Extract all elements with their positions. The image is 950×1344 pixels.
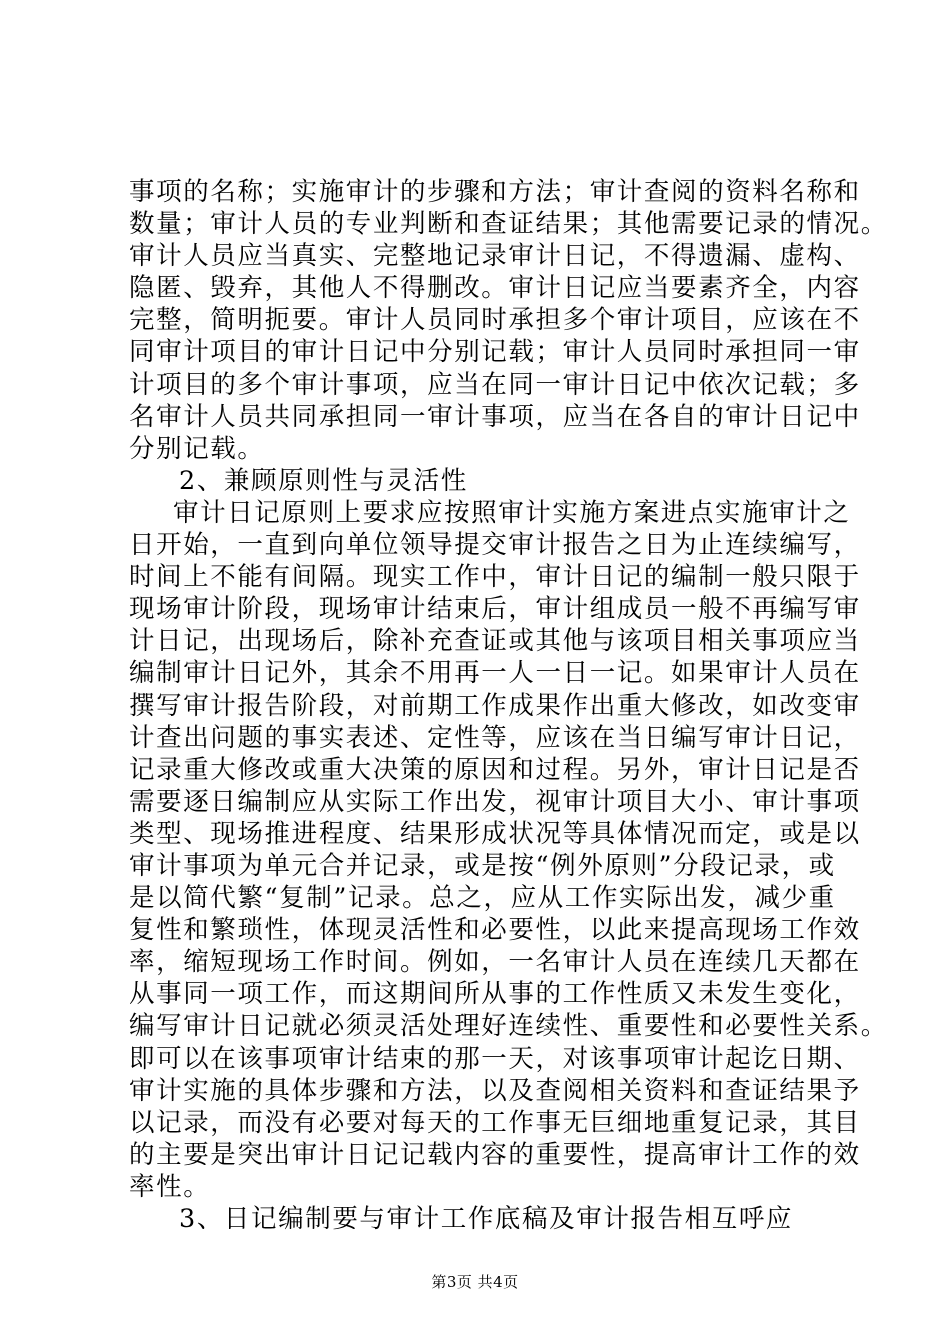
text-line: 事项的名称；实施审计的步骤和方法；审计查阅的资料名称和	[129, 177, 861, 207]
text-line: 时间上不能有间隔。现实工作中，审计日记的编制一般只限于	[129, 562, 861, 593]
text-line: 完整，简明扼要。审计人员同时承担多个审计项目，应该在不	[129, 305, 861, 336]
text-line: 从事同一项工作，而这期间所从事的工作性质又未发生变化，	[129, 979, 861, 1010]
text-line: 计日记，出现场后，除补充查证或其他与该项目相关事项应当	[129, 626, 861, 657]
section-heading: 3、日记编制要与审计工作底稿及审计报告相互呼应	[179, 1204, 794, 1234]
text-line: 审计人员应当真实、完整地记录审计日记，不得遗漏、虚构、	[129, 241, 861, 272]
text-line: 需要逐日编制应从实际工作出发，视审计项目大小、审计事项	[129, 786, 861, 817]
text-line: 数量；审计人员的专业判断和查证结果；其他需要记录的情况。	[129, 209, 888, 240]
text-line: 类型、现场推进程度、结果形成状况等具体情况而定，或是以	[129, 818, 861, 849]
document-body	[129, 176, 888, 1235]
text-line: 即可以在该事项审计结束的那一天，对该事项审计起讫日期、	[129, 1043, 861, 1074]
text-line: 审计实施的具体步骤和方法，以及查阅相关资料和查证结果予	[129, 1075, 861, 1106]
text-line: 率，缩短现场工作时间。例如，一名审计人员在连续几天都在	[129, 947, 861, 978]
page-number-footer: 第3页 共4页	[431, 1273, 519, 1291]
text-line: 同审计项目的审计日记中分别记载；审计人员同时承担同一审	[129, 337, 861, 368]
text-line: 计查出问题的事实表述、定性等，应该在当日编写审计日记，	[129, 722, 861, 753]
text-line: 记录重大修改或重大决策的原因和过程。另外，审计日记是否	[129, 754, 861, 785]
paragraph-first-line: 审计日记原则上要求应按照审计实施方案进点实施审计之	[173, 497, 851, 528]
section-heading: 2、兼顾原则性与灵活性	[179, 465, 468, 496]
text-line: 编写审计日记就必须灵活处理好连续性、重要性和必要性关系。	[129, 1011, 888, 1042]
text-line: 复性和繁琐性，体现灵活性和必要性，以此来提高现场工作效	[129, 915, 861, 946]
text-line: 计项目的多个审计事项，应当在同一审计日记中依次记载；多	[129, 369, 861, 400]
text-line: 率性。	[129, 1171, 211, 1202]
text-line: 的主要是突出审计日记记载内容的重要性，提高审计工作的效	[129, 1139, 861, 1170]
text-line: 名审计人员共同承担同一审计事项，应当在各自的审计日记中	[129, 401, 861, 432]
text-line: 编制审计日记外，其余不用再一人一日一记。如果审计人员在	[129, 658, 861, 689]
text-line: 日开始，一直到向单位领导提交审计报告之日为止连续编写，	[129, 530, 861, 561]
text-line: 以记录，而没有必要对每天的工作事无巨细地重复记录，其目	[129, 1107, 861, 1138]
text-line: 现场审计阶段，现场审计结束后，审计组成员一般不再编写审	[129, 594, 861, 625]
text-line: 撰写审计报告阶段，对前期工作成果作出重大修改，如改变审	[129, 690, 861, 721]
text-line: 是以简代繁“复制”记录。总之，应从工作实际出发，减少重	[129, 883, 836, 914]
text-line: 审计事项为单元合并记录，或是按“例外原则”分段记录，或	[129, 850, 836, 881]
text-line: 分别记载。	[129, 433, 265, 464]
text-line: 隐匿、毁弃，其他人不得删改。审计日记应当要素齐全，内容	[129, 273, 861, 304]
